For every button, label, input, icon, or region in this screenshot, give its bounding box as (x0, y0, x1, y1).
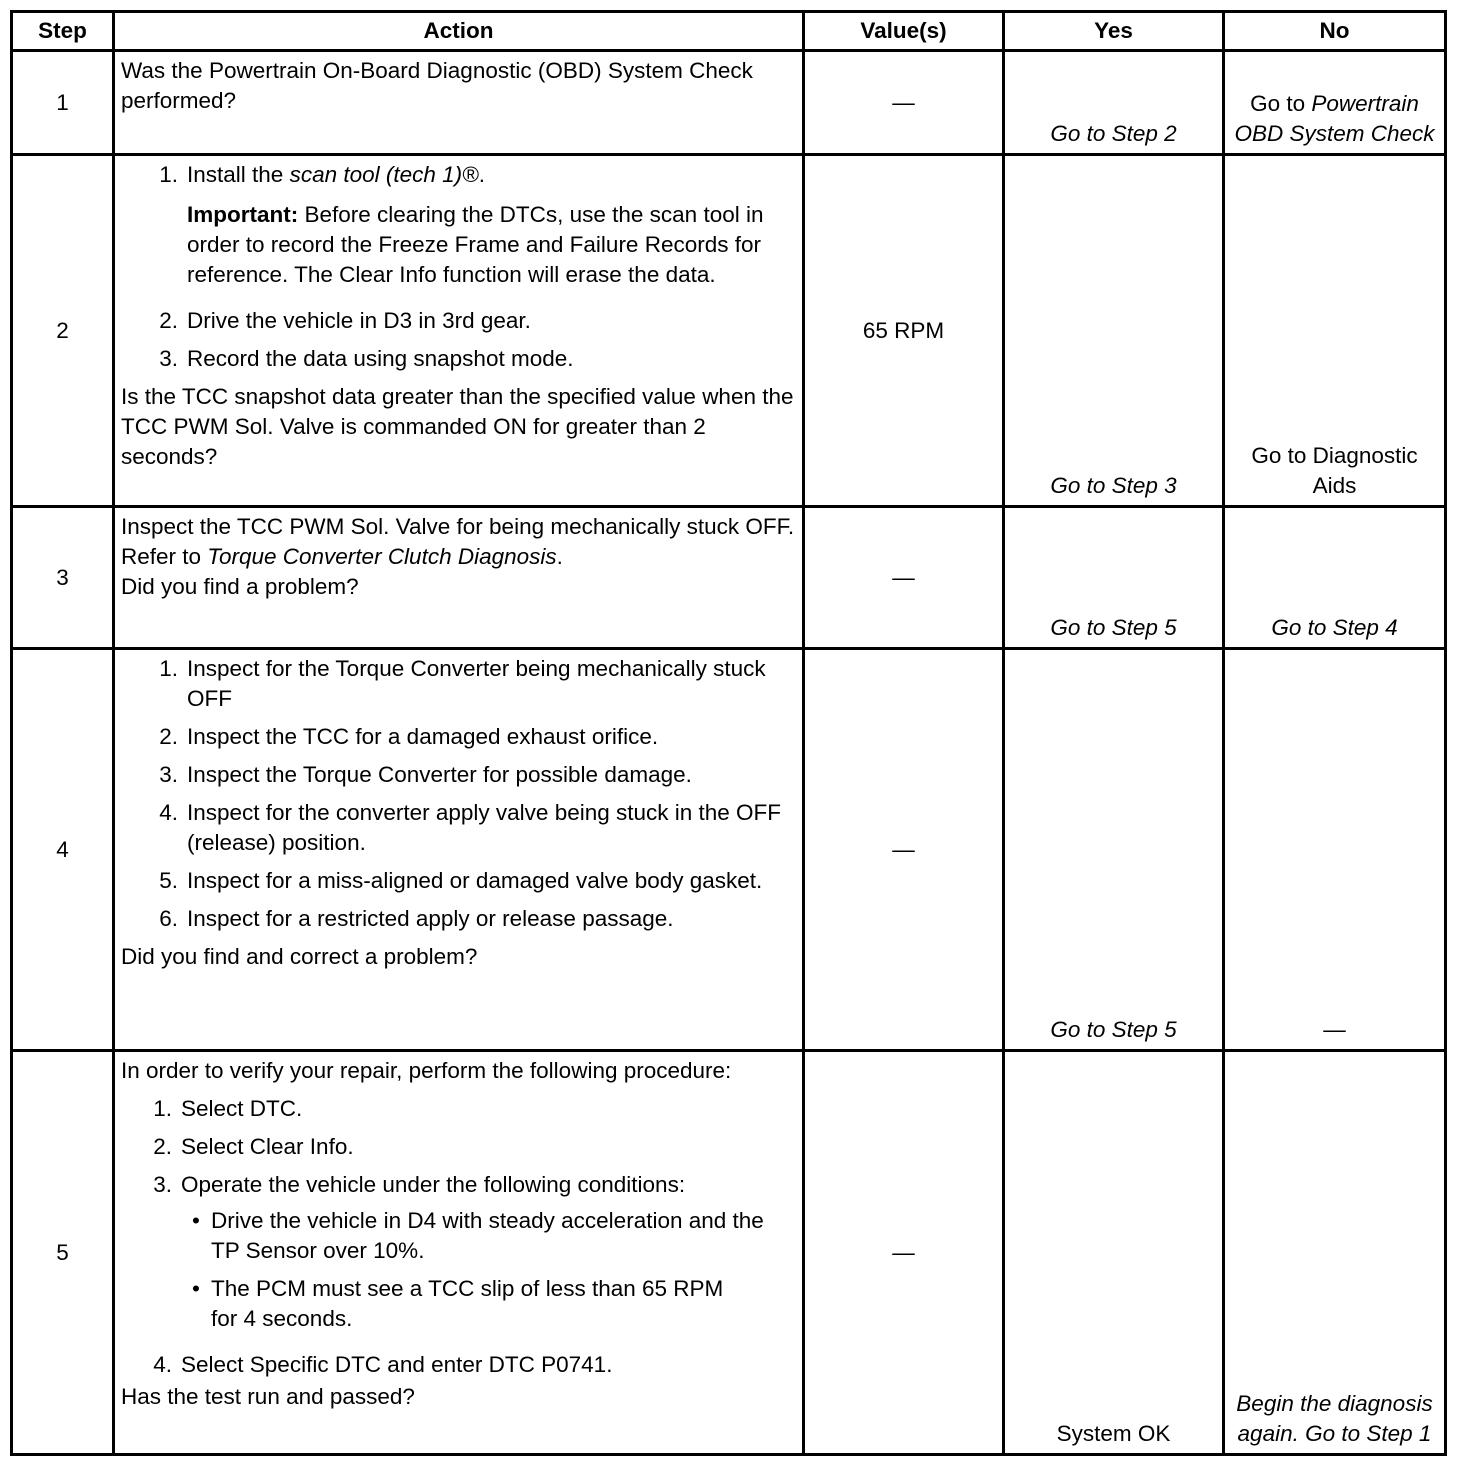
yes-cell (1004, 51, 1224, 155)
bullet-item: • Drive the vehicle in D4 with steady acceleration and the TP Sensor over 10%. (192, 1208, 764, 1263)
list-item: 6. Inspect for a restricted apply or release passage. (159, 906, 674, 931)
value-cell: — (804, 51, 1004, 155)
table-row-step-4 (12, 649, 1446, 1051)
list-item: 3. Operate the vehicle under the following conditions: • Drive the vehicle in D4 with steady acceleration and the TP Sensor over 10%. • The PCM must see a TCC slip of less than 65 RPM for 4 seconds. (121, 1170, 796, 1342)
action-cell (114, 51, 804, 155)
no-cell (1224, 507, 1446, 649)
header-step: Step (12, 12, 114, 51)
action-cell (114, 1051, 804, 1455)
action-intro: In order to verify your repair, perform the following procedure: (121, 1058, 732, 1083)
step-number: 2 (12, 155, 114, 507)
table-row-step-5 (12, 1051, 1446, 1455)
header-row (12, 12, 1446, 51)
table-row-step-2 (12, 155, 1446, 507)
list-item: 2. Inspect the TCC for a damaged exhaust orifice. (159, 724, 659, 749)
header-yes: Yes (1004, 12, 1224, 51)
table-row-step-1 (12, 51, 1446, 155)
action-question: Did you find and correct a problem? (121, 944, 478, 969)
no-cell: Go to Diagnostic Aids (1224, 155, 1446, 507)
no-text-prefix: Go to (1250, 91, 1312, 116)
list-item: 2. Select Clear Info. (153, 1134, 354, 1159)
step-number: 3 (12, 507, 114, 649)
list-item: 1. Install the scan tool (tech 1)®. Important: Before clearing the DTCs, use the scan tool in order to record the Freeze Frame and Failure Records for reference. The Clear Info function will erase the data. (121, 160, 796, 298)
yes-link[interactable]: Go to Step 3 (1050, 473, 1177, 498)
important-text: Before clearing the DTCs, use the scan tool in order to record the Freeze Frame and Failure Records for reference. The Clear Info function will erase the data. (187, 202, 764, 287)
yes-cell (1004, 649, 1224, 1051)
header-values: Value(s) (804, 12, 1004, 51)
action-question: Has the test run and passed? (121, 1384, 415, 1409)
yes-cell: System OK (1004, 1051, 1224, 1455)
no-cell (1224, 51, 1446, 155)
action-question: Is the TCC snapshot data greater than the specified value when the TCC PWM Sol. Valve is commanded ON for greater than 2 seconds? (121, 384, 794, 469)
action-cell (114, 507, 804, 649)
step-number: 5 (12, 1051, 114, 1455)
yes-link[interactable]: Go to Step 2 (1050, 121, 1177, 146)
table-row-step-3 (12, 507, 1446, 649)
no-link[interactable]: Go to Step 4 (1271, 615, 1398, 640)
yes-cell (1004, 155, 1224, 507)
step-number: 1 (12, 51, 114, 155)
list-item: 2. Drive the vehicle in D3 in 3rd gear. (159, 308, 531, 333)
yes-link[interactable]: Go to Step 5 (1050, 615, 1177, 640)
no-link[interactable]: Begin the diagnosis again. Go to Step 1 (1236, 1391, 1433, 1446)
bullet-item: • The PCM must see a TCC slip of less than 65 RPM for 4 seconds. (192, 1276, 724, 1331)
action-cell (114, 155, 804, 507)
important-note (187, 200, 796, 290)
action-question: Did you find a problem? (121, 574, 359, 599)
header-action: Action (114, 12, 804, 51)
step-number: 4 (12, 649, 114, 1051)
scan-tool-link[interactable]: scan tool (tech 1)® (289, 162, 479, 187)
no-cell: — (1224, 649, 1446, 1051)
value-cell: — (804, 649, 1004, 1051)
yes-link[interactable]: Go to Step 5 (1050, 1017, 1177, 1042)
yes-cell (1004, 507, 1224, 649)
action-cell (114, 649, 804, 1051)
header-no: No (1224, 12, 1446, 51)
no-link[interactable]: Powertrain OBD System Check (1234, 91, 1435, 146)
value-cell: 65 RPM (804, 155, 1004, 507)
list-item: 3. Record the data using snapshot mode. (159, 346, 574, 371)
value-cell: — (804, 507, 1004, 649)
action-text: Was the Powertrain On-Board Diagnostic (OBD) System Check performed? (121, 58, 753, 113)
list-item: 1. Select DTC. (153, 1096, 303, 1121)
important-label: Important: (187, 202, 299, 227)
list-item: 1. Inspect for the Torque Converter being mechanically stuck OFF (159, 656, 766, 711)
tcc-diagnosis-link[interactable]: Torque Converter Clutch Diagnosis (207, 544, 557, 569)
value-cell: — (804, 1051, 1004, 1455)
diagnostic-table (10, 10, 1447, 1456)
list-item: 3. Inspect the Torque Converter for possible damage. (159, 762, 692, 787)
action-text: Inspect the TCC PWM Sol. Valve for being mechanically stuck OFF. Refer to Torque Converter Clutch Diagnosis. (121, 514, 795, 569)
no-cell (1224, 1051, 1446, 1455)
list-item: 4. Inspect for the converter apply valve being stuck in the OFF (release) position. (159, 800, 782, 855)
list-item: 5. Inspect for a miss-aligned or damaged valve body gasket. (159, 868, 763, 893)
list-item: 4. Select Specific DTC and enter DTC P0741. (153, 1352, 613, 1377)
